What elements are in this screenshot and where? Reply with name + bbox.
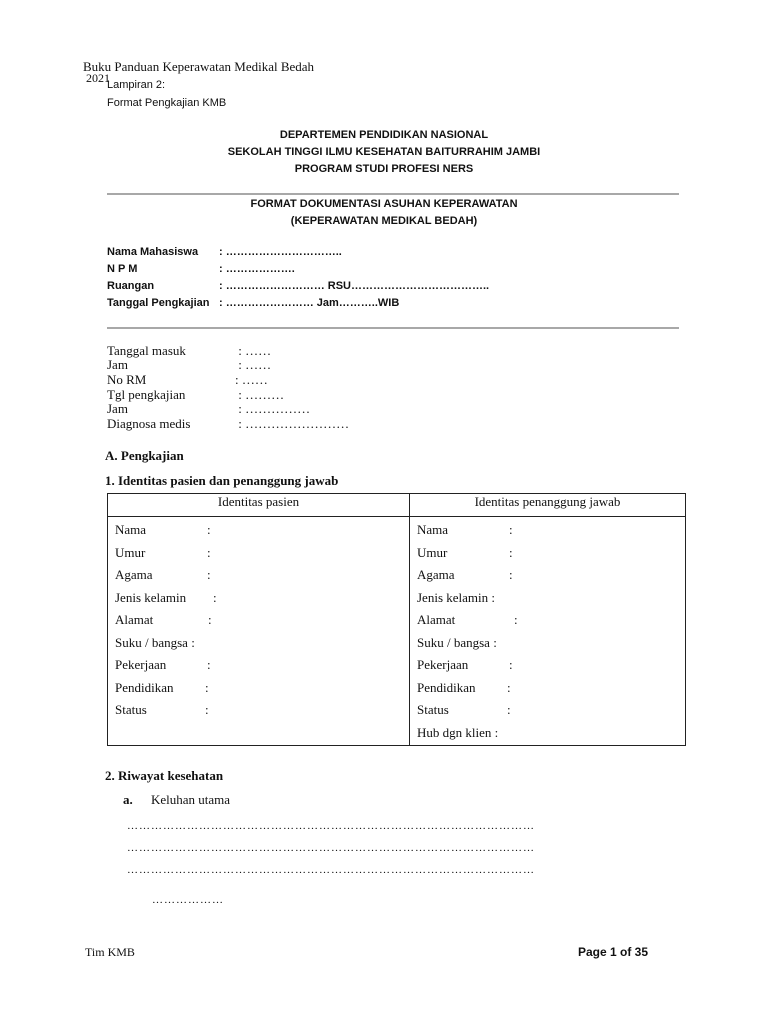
reg-value: : …… xyxy=(235,357,272,372)
reg-tanggal-masuk xyxy=(107,343,271,358)
subsection-letter: a. xyxy=(123,792,133,807)
footer-team: Tim KMB xyxy=(85,945,135,959)
field-ruangan xyxy=(107,280,489,292)
footer-page-number: Page 1 of 35 xyxy=(578,945,649,959)
guardian-identity-cell xyxy=(410,517,686,746)
table-header-row xyxy=(108,494,686,517)
section-1-heading: 1. Identitas pasien dan penanggung jawab xyxy=(105,473,339,488)
row-label: Pekerjaan xyxy=(115,657,167,672)
subsection-title: Keluhan utama xyxy=(151,792,231,807)
row-label: Nama xyxy=(115,522,147,537)
row-label: Suku / bangsa xyxy=(115,634,188,650)
reg-jam xyxy=(107,357,271,372)
doc-title-line-2: (KEPERAWATAN MEDIKAL BEDAH) xyxy=(290,215,478,227)
row-label: Umur xyxy=(417,544,448,560)
row-label: Nama xyxy=(417,522,449,537)
table-head-left: Identitas pasien xyxy=(108,494,410,517)
row-label: Pekerjaan xyxy=(417,657,469,672)
row-label: Alamat xyxy=(115,612,154,627)
divider-top xyxy=(107,193,679,195)
institution-line-2: SEKOLAH TINGGI ILMU KESEHATAN BAITURRAHIM JAMBI xyxy=(227,146,541,158)
table-row: Nama : xyxy=(115,519,409,542)
subsection-a xyxy=(123,792,230,808)
row-label: Jenis kelamin xyxy=(417,589,489,605)
row-label: Pendidikan xyxy=(115,679,174,695)
row-label: Suku / bangsa xyxy=(417,634,490,650)
section-a-heading: A. Pengkajian xyxy=(105,448,184,463)
table-row: Jenis kelamin : xyxy=(417,587,685,610)
reg-label: Tgl pengkajian xyxy=(107,387,186,402)
field-value: : …………………… Jam………..WIB xyxy=(219,297,400,309)
table-row: Suku / bangsa : xyxy=(115,632,409,655)
identity-table xyxy=(107,493,686,746)
institution-line-3: PROGRAM STUDI PROFESI NERS xyxy=(294,163,474,175)
table-row: Alamat : xyxy=(417,609,685,632)
row-label: Hub dgn klien xyxy=(417,724,492,740)
field-value: : ……………………… RSU……………………………….. xyxy=(219,280,490,292)
table-row: Nama : xyxy=(417,519,685,542)
table-row: Status : xyxy=(115,699,409,722)
answer-line-2: ………………………………………………………………………………………… xyxy=(127,842,535,854)
table-row: Jenis kelamin : xyxy=(115,587,409,610)
field-npm xyxy=(107,263,295,275)
table-row: Pendidikan : xyxy=(417,677,685,700)
running-header-year: 2021 xyxy=(86,71,110,85)
reg-label: Jam xyxy=(107,357,128,372)
patient-identity-cell xyxy=(108,517,410,746)
table-row: Umur : xyxy=(115,542,409,565)
reg-no-rm xyxy=(107,372,268,387)
row-label: Alamat xyxy=(417,612,456,627)
reg-diagnosa-medis xyxy=(107,416,349,431)
reg-jam-2 xyxy=(107,401,310,416)
field-label: Nama Mahasiswa xyxy=(107,246,199,258)
reg-label: No RM xyxy=(107,372,147,387)
row-label: Status xyxy=(417,702,449,717)
reg-value: : …… xyxy=(235,372,268,387)
table-head-right: Identitas penanggung jawab xyxy=(410,494,686,517)
table-row: Status : xyxy=(417,699,685,722)
table-row: Suku / bangsa : xyxy=(417,632,685,655)
reg-label: Tanggal masuk xyxy=(107,343,186,358)
answer-line-3: ………………………………………………………………………………………… xyxy=(127,864,535,876)
field-tanggal-pengkajian xyxy=(107,297,399,309)
reg-value: : …………………… xyxy=(235,416,350,431)
row-label: Agama xyxy=(115,567,153,582)
reg-label: Diagnosa medis xyxy=(107,416,191,431)
table-body-row xyxy=(108,517,686,746)
reg-value: : …………… xyxy=(235,401,311,416)
table-row: Pekerjaan : xyxy=(417,654,685,677)
field-label: Tanggal Pengkajian xyxy=(107,297,210,309)
row-label: Umur xyxy=(115,544,146,560)
format-title: Format Pengkajian KMB xyxy=(107,97,227,109)
divider-bottom xyxy=(107,327,679,329)
row-label: Pendidikan xyxy=(417,679,476,695)
section-2-heading: 2. Riwayat kesehatan xyxy=(105,768,224,783)
answer-line-short: ……………… xyxy=(152,894,224,906)
table-row: Agama : xyxy=(115,564,409,587)
table-row: Umur : xyxy=(417,542,685,565)
field-value: : ………………. xyxy=(219,263,295,275)
field-value: : ………………………….. xyxy=(219,246,342,258)
table-row: Hub dgn klien : xyxy=(417,722,685,745)
table-row: Pendidikan : xyxy=(115,677,409,700)
reg-value: : …… xyxy=(235,343,272,358)
table-row: Alamat : xyxy=(115,609,409,632)
reg-tgl-pengkajian xyxy=(107,387,284,402)
row-label: Jenis kelamin xyxy=(115,589,187,605)
doc-title-line-1: FORMAT DOKUMENTASI ASUHAN KEPERAWATAN xyxy=(250,198,518,210)
field-nama-mahasiswa xyxy=(107,246,342,258)
row-label: Agama xyxy=(417,567,455,582)
reg-label: Jam xyxy=(107,401,128,416)
lampiran-label: Lampiran 2: xyxy=(107,79,166,91)
field-label: Ruangan xyxy=(107,280,155,292)
institution-line-1: DEPARTEMEN PENDIDIKAN NASIONAL xyxy=(279,129,489,141)
field-label: N P M xyxy=(107,263,138,275)
reg-value: : ……… xyxy=(235,387,285,402)
table-row: Agama : xyxy=(417,564,685,587)
row-label: Status xyxy=(115,702,147,717)
table-row: Pekerjaan : xyxy=(115,654,409,677)
running-header: Buku Panduan Keperawatan Medikal Bedah xyxy=(83,59,315,74)
answer-line-1: ………………………………………………………………………………………… xyxy=(127,820,535,832)
